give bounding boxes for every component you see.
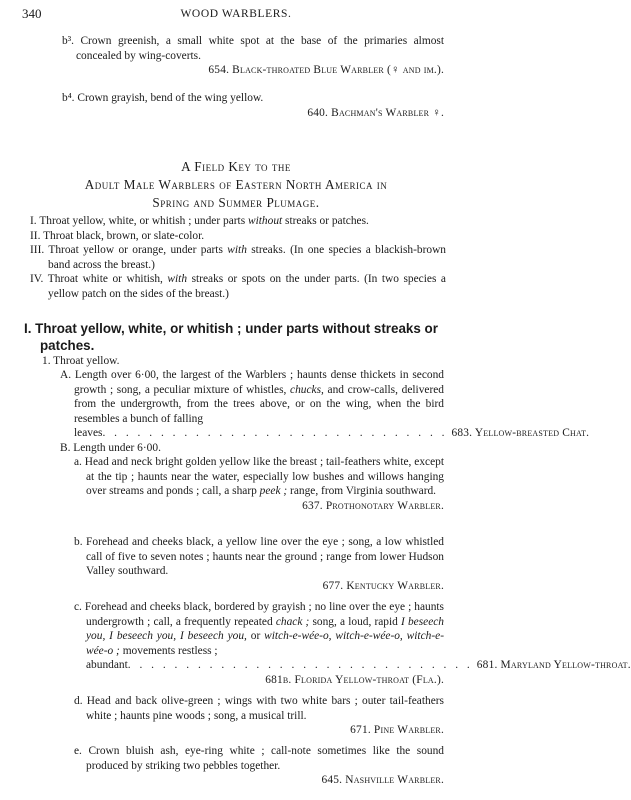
key-item-i-em: without [248,215,283,227]
entry-c-em1: chack ; [275,615,310,628]
key-item-i [30,214,446,229]
entry-a-em: peek ; [259,485,288,498]
leader-dots: . . . . . . . . . . . . . . . . . . . . . . . . . . . . . . [102,427,448,440]
key-item-iv-text: Throat white or whitish, [47,273,168,286]
section-heading: I. Throat yellow, white, or whitish ; under parts without streaks or patches. [24,321,438,353]
entry-c-lead-word: abundant [86,659,128,672]
entry-b-text: b. Forehead and cheeks black, a yellow line over the eye ; song, a low whistled call of five to seven notes ; haunts near the ground ; range from lower Hudson Valley southward. [74,536,444,578]
key-item-i-text2: streaks or patches. [282,215,369,227]
entry-a-text1: a. Head and neck bright golden yellow like the breast ; tail-feathers white, except at the tip ; haunts near the water, especially low bushes and willows hanging over streams and ponds ; call, a sharp [74,456,444,498]
entry-a-text2: range, from Virginia southward. [287,485,437,498]
entry-A [60,368,590,441]
entry-c-species: 681. Maryland Yellow-throat. [476,659,631,672]
entry-a-text [74,455,444,499]
entry-c-species2: 681b. Florida Yellow-throat (Fla.). [265,673,444,686]
entry-d-text: d. Head and back olive-green ; wings with two white bars ; outer tail-feathers white ; haunts pine woods ; song, a musical trill. [74,695,444,722]
page-number: 340 [22,6,42,21]
entry-d [74,694,444,738]
entry-c [74,600,631,688]
entry-c-text4: movements restless ; [119,644,218,657]
b4-text: b⁴. Crown grayish, bend of the wing yellow. [62,92,264,104]
key-item-iii-text: Throat yellow or orange, under parts [48,244,228,257]
key-item-iv [30,272,446,301]
entry-e [74,744,444,788]
entry-c-text3: or [246,630,265,643]
key-item-iii [30,243,446,272]
field-key-title-line1: A Field Key to the [181,159,291,174]
key-item-iv-num: IV. [30,273,44,286]
entry-A-lead-word: leaves [74,427,103,440]
entry-A-text [60,368,444,426]
entry-e-species: 645. Nashville Warbler. [321,774,444,787]
page-header [22,6,450,22]
entry-A-species: 683. Yellow-breasted Chat. [451,427,590,440]
entry-c-text1: c. Forehead and cheeks black, bordered by grayish ; no line over the eye ; haunts undergrowth ; call, a frequently repeated [74,601,444,628]
entry-A-lead [60,426,590,441]
leader-dots: . . . . . . . . . . . . . . . . . . . . . . . . . . . . . . [127,659,473,672]
entry-c-text2: song, a loud, rapid [309,615,402,628]
key-item-ii [30,229,446,244]
b4-entry [62,91,444,120]
entry-c-text [74,600,444,658]
key-item-i-num: I. [30,215,37,227]
key-item-ii-num: II. [30,229,41,242]
field-key-title-line2: Adult Male Warblers of Eastern North America in [84,176,388,192]
b3-text: b³. Crown greenish, a small white spot at the base of the primaries almost concealed by wing-coverts. [62,35,444,62]
entry-e-text: e. Crown bluish ash, eye-ring white ; call-note sometimes like the sound produced by striking two pebbles together. [74,745,444,772]
entry-c-em3: witch-e-wée-o, witch-e-wée-o, witch-e-wée-o ; [86,630,444,657]
b3-species: 654. Black-throated Blue Warbler (♀ and im.). [208,64,444,77]
b3-entry [62,34,444,78]
key-item-iv-text2: streaks or spots on the under parts. (In two species a yellow patch on the sides of the breast.) [48,273,446,300]
key-item-ii-text: Throat black, brown, or slate-color. [43,229,205,242]
entry-c-lead [74,658,631,673]
entry-B: B. Length under 6·00. [60,442,161,454]
key-item-iv-em: with [167,273,188,286]
key-list [30,214,446,302]
entry-a-species: 637. Prothonotary Warbler. [302,499,444,512]
entry-c-em2: I beseech you, I beseech you, I beseech you, [86,615,445,643]
entry-A-text2: and crow-calls, delivered from the undergrowth, from the trees above, or on the wing, when the bird resembles a bunch of falling [74,383,445,425]
b4-species: 640. Bachman's Warbler ♀. [307,106,444,119]
entry-b-species: 677. Kentucky Warbler. [322,579,444,592]
key-item-iii-num: III. [30,244,45,257]
running-title: WOOD WARBLERS. [180,8,292,20]
entry-A-text1: A. Length over 6·00, the largest of the Warblers ; haunts dense thickets in second growth ; song, a peculiar mixture of whistles, [60,369,444,396]
field-key-title [22,158,450,211]
entry-d-species: 671. Pine Warbler. [350,724,444,737]
entry-a [74,455,444,513]
entry-b [74,535,444,593]
sub1-heading: 1. Throat yellow. [42,355,120,367]
field-key-title-line3: Spring and Summer Plumage. [152,194,320,210]
key-item-iii-text2: streaks. (In one species a blackish-brown band across the breast.) [48,244,446,271]
entry-A-em: chucks, [290,383,324,396]
key-item-iii-em: with [227,244,247,257]
key-item-i-text: Throat yellow, white, or whitish ; under parts [39,215,248,227]
